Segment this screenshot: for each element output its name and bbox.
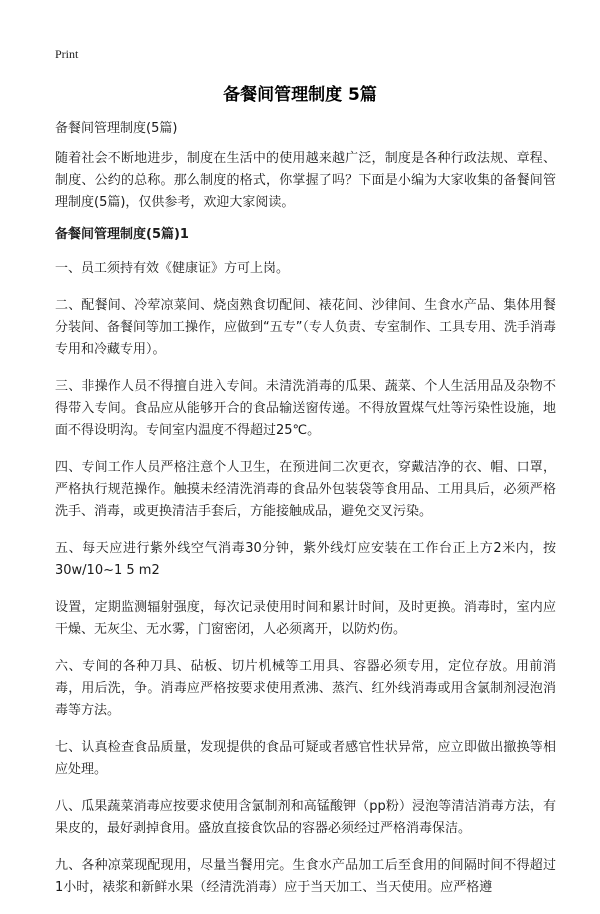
document-subtitle: 备餐间管理制度(5篇) — [55, 121, 178, 136]
paragraph: 八、瓜果蔬菜消毒应按要求使用含氯制剂和高锰酸钾（pp粉）浸泡等清洁消毒方法，有果皮的，最好剥掉食用。盛放直接食饮品的容器必须经过严格消毒保洁。 — [55, 799, 556, 836]
print-link[interactable]: Print — [55, 47, 79, 61]
intro-paragraph: 随着社会不断地进步，制度在生活中的使用越来越广泛，制度是各种行政法规、章程、制度、公约的总称。那么制度的格式，你掌握了吗？下面是小编为大家收集的备餐间管理制度(5篇)，仅供参考，欢迎大家阅读。 — [55, 151, 556, 210]
paragraph: 七、认真检查食品质量，发现提供的食品可疑或者感官性状异常，应立即做出撤换等相应处理。 — [55, 740, 556, 777]
paragraph: 五、每天应进行紫外线空气消毒30分钟，紫外线灯应安装在工作台正上方2米内，按30w/10~1 5 m2 — [55, 541, 556, 578]
section-heading: 备餐间管理制度(5篇)1 — [55, 227, 189, 242]
document-body — [55, 118, 556, 914]
paragraph: 四、专间工作人员严格注意个人卫生，在预进间二次更衣，穿戴洁净的衣、帽、口罩，严格执行规范操作。触摸未经清洗消毒的食品外包装袋等食用品、工用具后，必须严格洗手、消毒，或更换清洁手套后，方能接触成品，避免交叉污染。 — [55, 460, 556, 519]
paragraph: 设置，定期监测辐射强度，每次记录使用时间和累计时间，及时更换。消毒时，室内应干燥、无灰尘、无水雾，门窗密闭，人必须离开，以防灼伤。 — [55, 600, 556, 637]
paragraph: 二、配餐间、冷荤凉菜间、烧卤熟食切配间、裱花间、沙律间、生食水产品、集体用餐分装间、备餐间等加工操作，应做到“五专”（专人负责、专室制作、工具专用、洗手消毒专用和冷藏专用）。 — [55, 298, 556, 357]
page-title: 备餐间管理制度 5篇 — [223, 85, 377, 105]
paragraph: 六、专间的各种刀具、砧板、切片机械等工用具、容器必须专用，定位存放。用前消毒，用后洗，争。消毒应严格按要求使用煮沸、蒸汽、红外线消毒或用含氯制剂浸泡消毒等方法。 — [55, 659, 556, 718]
paragraph: 九、各种凉菜现配现用，尽量当餐用完。生食水产品加工后至食用的间隔时间不得超过1小时，裱浆和新鲜水果（经清洗消毒）应于当天加工、当天使用。应严格遵 — [55, 858, 556, 895]
paragraph: 三、非操作人员不得擅自进入专间。未清洗消毒的瓜果、蔬菜、个人生活用品及杂物不得带入专间。食品应从能够开合的食品输送窗传递。不得放置煤气灶等污染性设施，地面不得设明沟。专间室内温度不得超过25℃。 — [55, 379, 556, 438]
paragraph: 一、员工须持有效《健康证》方可上岗。 — [55, 261, 290, 276]
